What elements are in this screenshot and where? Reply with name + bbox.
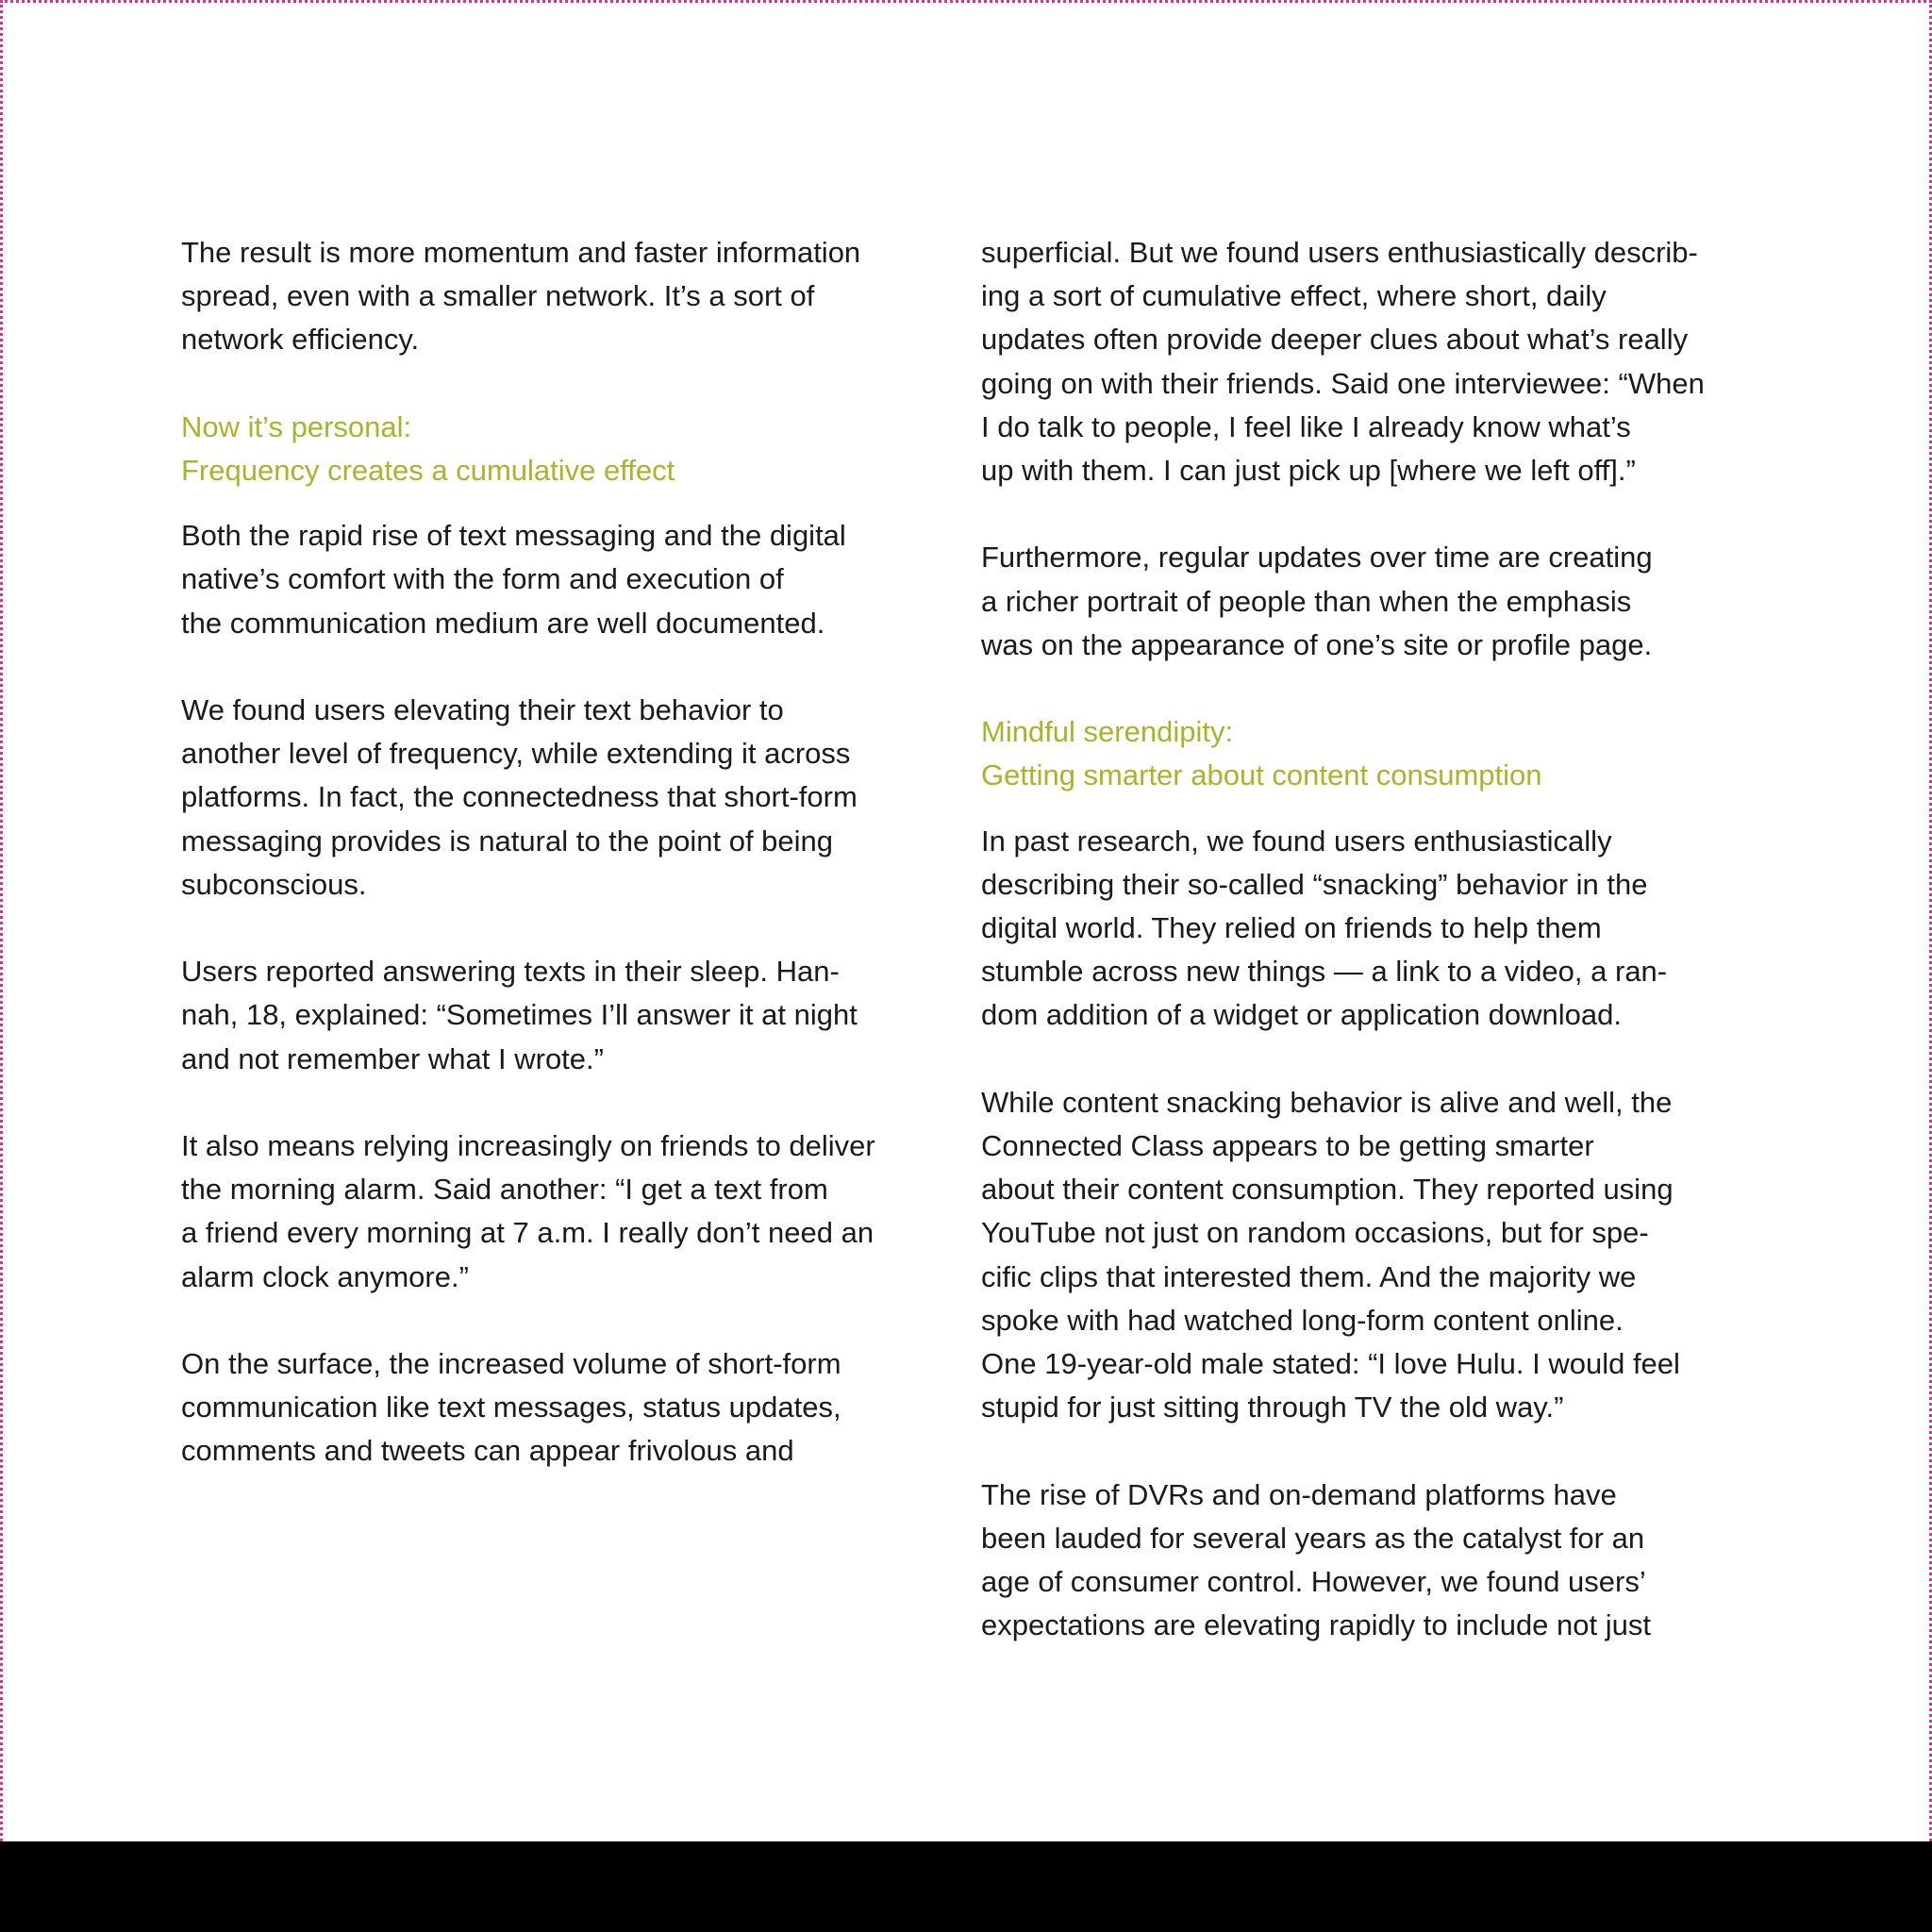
text-line: One 19-year-old male stated: “I love Hulu. I would feel — [981, 1347, 1680, 1381]
text-line: messaging provides is natural to the point of being — [181, 824, 834, 858]
text-line: cific clips that interested them. And the majority we — [981, 1259, 1637, 1293]
text-line: It also means relying increasingly on friends to deliver — [181, 1129, 875, 1162]
text-line: ing a sort of cumulative effect, where short, daily — [981, 279, 1607, 313]
text-line: native’s comfort with the form and execution of — [181, 562, 784, 596]
text-line: describing their so-called “snacking” behavior in the — [981, 867, 1648, 901]
text-line: We found users elevating their text behavior to — [181, 693, 784, 726]
paragraph — [181, 1124, 936, 1299]
text-line: In past research, we found users enthusiastically — [981, 824, 1612, 858]
text-line: alarm clock anymore.” — [181, 1259, 469, 1293]
text-line: Both the rapid rise of text messaging and the digital — [181, 519, 846, 553]
text-line: The rise of DVRs and on-demand platforms have — [981, 1477, 1617, 1511]
paragraph — [981, 820, 1736, 1038]
text-line: stupid for just sitting through TV the old way.” — [981, 1391, 1564, 1424]
text-line: and not remember what I wrote.” — [181, 1041, 604, 1075]
text-line: I do talk to people, I feel like I already know what’s — [981, 409, 1631, 443]
bottom-black-band — [0, 1841, 1932, 1932]
heading-line: Frequency creates a cumulative effect — [181, 454, 675, 487]
text-line: Connected Class appears to be getting smarter — [981, 1129, 1594, 1163]
text-line: another level of frequency, while extending it across — [181, 737, 851, 771]
text-line: The result is more momentum and faster information — [181, 236, 861, 269]
paragraph — [981, 1474, 1736, 1648]
text-line: the communication medium are well documented. — [181, 606, 825, 640]
text-line: platforms. In fact, the connectedness that short-form — [181, 780, 858, 814]
text-line: spoke with had watched long-form content online. — [981, 1303, 1624, 1337]
text-line: was on the appearance of one’s site or profile page. — [981, 627, 1653, 661]
paragraph — [981, 231, 1736, 492]
heading-line: Now it’s personal: — [181, 409, 412, 443]
paragraph — [181, 950, 936, 1081]
section-heading — [181, 406, 936, 492]
text-line: been lauded for several years as the catalyst for an — [981, 1521, 1645, 1555]
text-line: updates often provide deeper clues about what’s really — [981, 323, 1689, 357]
text-line: nah, 18, explained: “Sometimes I’ll answer it at night — [181, 998, 858, 1032]
text-line: Furthermore, regular updates over time are creating — [981, 541, 1653, 575]
paragraph — [981, 1081, 1736, 1430]
paragraph — [181, 514, 936, 645]
text-line: superficial. But we found users enthusiastically describ- — [981, 236, 1698, 269]
text-line: Users reported answering texts in their sleep. Han- — [181, 955, 840, 989]
text-line: expectations are elevating rapidly to include not just — [981, 1608, 1651, 1642]
text-line: about their content consumption. They reported using — [981, 1173, 1674, 1207]
text-line: subconscious. — [181, 867, 367, 901]
paragraph — [181, 231, 936, 362]
left-column — [181, 231, 936, 1517]
heading-line: Getting smarter about content consumption — [981, 758, 1542, 792]
paragraph — [181, 689, 936, 907]
text-line: a friend every morning at 7 a.m. I really don’t need an — [181, 1216, 874, 1250]
text-line: spread, even with a smaller network. It’s a sort of — [181, 279, 815, 313]
text-line: On the surface, the increased volume of short-form — [181, 1347, 841, 1380]
text-line: stumble across new things — a link to a video, a ran- — [981, 955, 1668, 989]
text-line: digital world. They relied on friends to help them — [981, 911, 1602, 945]
text-line: up with them. I can just pick up [where we left off].” — [981, 454, 1636, 488]
text-line: going on with their friends. Said one interviewee: “When — [981, 366, 1705, 400]
right-column — [981, 231, 1736, 1691]
section-heading — [981, 710, 1736, 797]
text-line: age of consumer control. However, we found users’ — [981, 1565, 1646, 1599]
text-line: a richer portrait of people than when the emphasis — [981, 584, 1632, 618]
text-line: YouTube not just on random occasions, but for spe- — [981, 1216, 1649, 1250]
heading-line: Mindful serendipity: — [981, 715, 1234, 749]
text-line: communication like text messages, status updates, — [181, 1391, 841, 1424]
text-line: network efficiency. — [181, 323, 420, 357]
text-line: the morning alarm. Said another: “I get a text from — [181, 1173, 828, 1207]
text-line: dom addition of a widget or application download. — [981, 998, 1623, 1032]
paragraph — [981, 536, 1736, 667]
text-line: comments and tweets can appear frivolous and — [181, 1434, 794, 1468]
text-line: While content snacking behavior is alive and well, the — [981, 1085, 1673, 1119]
paragraph — [181, 1342, 936, 1474]
